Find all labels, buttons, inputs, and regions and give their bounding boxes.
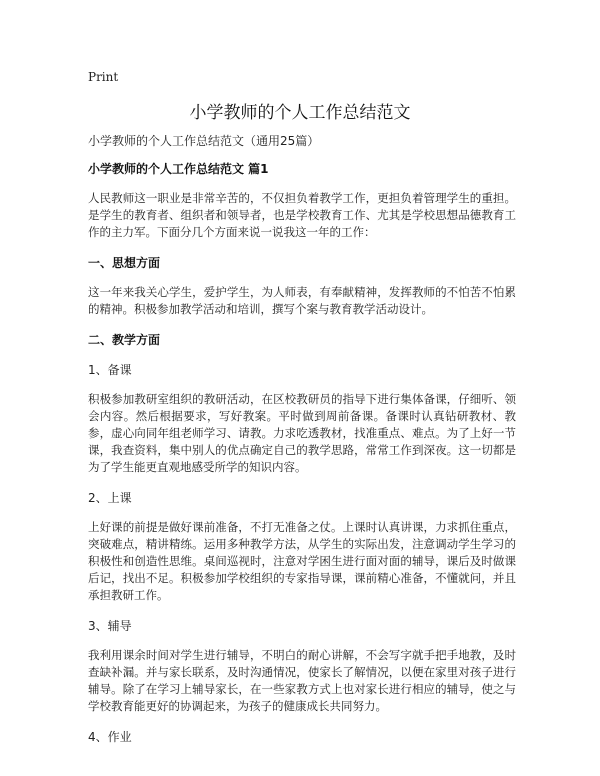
document-subtitle: 小学教师的个人工作总结范文（通用25篇）	[88, 134, 320, 148]
print-label[interactable]: Print	[88, 70, 119, 84]
section-heading-thought: 一、思想方面	[88, 256, 161, 270]
item-heading-prepare: 1、备课	[88, 363, 132, 377]
item-heading-homework: 4、作业	[88, 730, 132, 744]
item-paragraph-tutoring: 我利用课余时间对学生进行辅导，不明白的耐心讲解，不会写字就手把手地教，及时查缺补漏。并与家长联系，及时沟通情况，使家长了解情况，以便在家里对孩子进行辅导。除了在学习上辅导家长，在一些家教方式上也对家长进行相应的辅导，使之与学校教育能更好的协调起来，为孩子的健康成长共同努力。	[88, 648, 516, 713]
document-title: 小学教师的个人工作总结范文	[189, 103, 411, 123]
document-content	[88, 132, 516, 758]
item-heading-class: 2、上课	[88, 491, 132, 505]
intro-paragraph: 人民教师这一职业是非常辛苦的，不仅担负着教学工作，更担负着管理学生的重担。是学生的教育者、组织者和领导者，也是学校教育工作、尤其是学校思想品德教育工作的主力军。下面分几个方面来说一说我这一年的工作：	[88, 191, 516, 239]
item-paragraph-prepare: 积极参加教研室组织的教研活动，在区校教研员的指导下进行集体备课，仔细听、领会内容。然后根据要求，写好教案。平时做到周前备课。备课时认真钻研教材、教参，虚心向同年组老师学习、请教。力求吃透教材，找准重点、难点。为了上好一节课，我查资料，集中别人的优点确定自己的教学思路，常常工作到深夜。这一切都是为了学生能更直观地感受所学的知识内容。	[88, 392, 516, 474]
item-heading-tutoring: 3、辅导	[88, 619, 132, 633]
section-heading-teaching: 二、教学方面	[88, 333, 161, 347]
article-heading: 小学教师的个人工作总结范文 篇1	[88, 162, 269, 176]
item-paragraph-class: 上好课的前提是做好课前准备，不打无准备之仗。上课时认真讲课，力求抓住重点，突破难点，精讲精练。运用多种教学方法，从学生的实际出发，注意调动学生学习的积极性和创造性思维。桌间巡视时，注意对学困生进行面对面的辅导，课后及时做课后记，找出不足。积极参加学校组织的专家指导课，课前精心准备，不懂就问，并且承担教研工作。	[88, 520, 516, 602]
section-paragraph-thought: 这一年来我关心学生，爱护学生，为人师表，有奉献精神，发挥教师的不怕苦不怕累的精神。积极参加教学活动和培训，撰写个案与教育教学活动设计。	[88, 285, 516, 316]
